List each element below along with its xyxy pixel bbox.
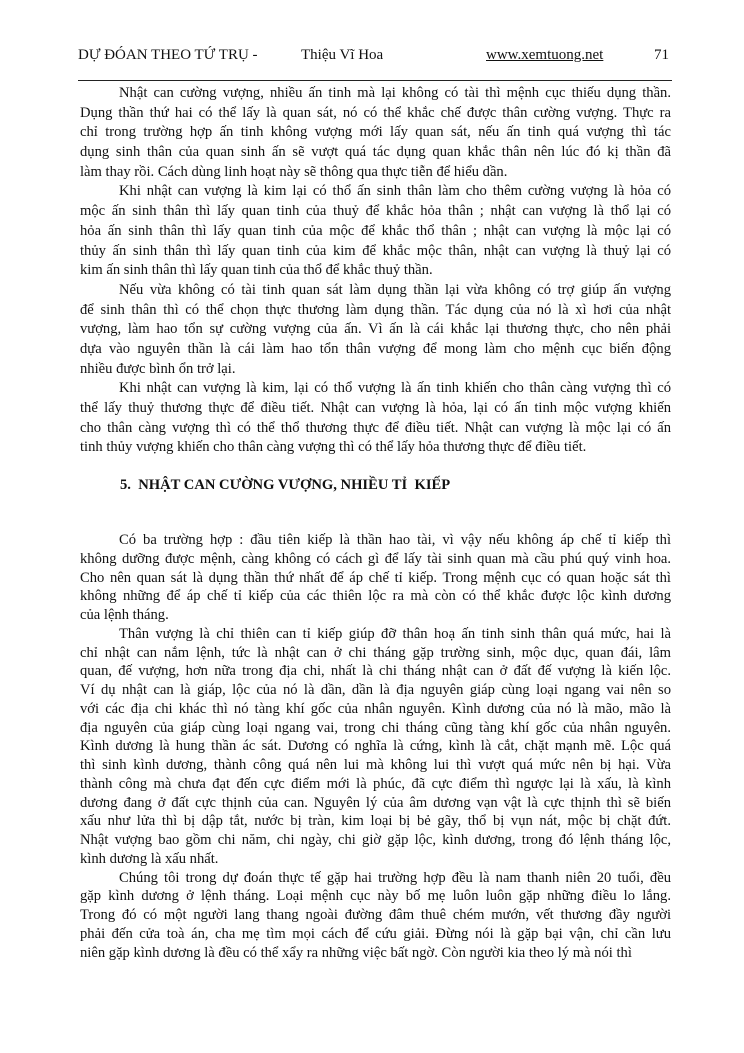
text-line: cho thân càng vượng thì có thể thổ thương thực để điều tiết. Nhật can vượng là mộc lại có ấn — [80, 419, 671, 436]
paragraph — [80, 182, 671, 280]
text-line: không những để áp chế tỉ kiếp của các thiên lộc ra mà còn có thể khắc được lộc kình dương — [80, 588, 671, 605]
section-5-body — [80, 531, 671, 962]
paragraph — [80, 625, 671, 869]
text-line: dương đang ở đất cực thịnh của can. Nguyên lý của âm dương vạn vật là cực thịnh thì sẽ biến — [80, 794, 671, 811]
text-line: thể lấy thuỷ thương thực để điều tiết. Nhật can vượng là hỏa, lại có ấn tinh mộc vượng khiến — [80, 400, 671, 416]
text-line: gặp kình dương ở lệnh tháng. Loại mệnh cục này bố mẹ luôn luôn gặp những điều lo lắng. — [80, 888, 671, 905]
text-line: dựa vào nguyên thần là cái làm hao tổn thân vượng để mong làm cho mệnh cục biến động — [80, 340, 671, 357]
text-line: chỉ trong trường hợp ấn tinh không vượng mới lấy quan sát, nếu ấn tinh quá vượng thì tác — [80, 124, 671, 141]
text-line: với các địa chi khác thì nó tàng khí gốc của nhân nguyên. Kình dương của nó là mão, mão là — [80, 700, 671, 717]
header-divider — [78, 80, 672, 81]
text-line: thành công mà chưa đạt đến cực điểm mới là phúc, đã cực điểm thì ngược lại là xấu, là kình — [80, 775, 671, 792]
paragraph — [80, 531, 671, 625]
paragraph — [80, 869, 671, 963]
text-line: Dụng thần thứ hai có thể lấy là quan sát, nó có thể khắc chế được thân cường vượng. Thực ra — [80, 104, 671, 121]
paragraph — [80, 379, 671, 458]
text-line: Khi nhật can vượng là kim lại có thổ ấn sinh thân làm cho thêm cường vượng là hỏa có — [119, 183, 671, 200]
text-line: kim ấn sinh thân thì lấy quan tinh của thổ để khắc thuỷ thần. — [80, 262, 433, 279]
text-line: địa nguyên của giáp cùng loại ngang vai, trong chi tháng cũng tàng khí gốc của nhân nguyên. — [80, 719, 671, 736]
text-line: hỏa ấn sinh thân thì lấy quan tinh của mộc để khắc thổ thân ; nhật can vượng là mộc lại có — [80, 222, 671, 239]
text-line: thủy ấn sinh thân thì lấy quan tinh của kim để khắc mộc thân, nhật can vượng là thuỷ lại có — [80, 242, 671, 259]
website-link[interactable]: www.xemtuong.net — [486, 47, 604, 63]
paragraph — [80, 84, 671, 182]
text-line: Khi nhật can vượng là kim, lại có thổ vượng là ấn tinh khiến cho thân càng vượng thì có — [119, 380, 671, 397]
text-line: Cho nên quan sát là dụng thần thứ nhất để áp chế tỉ kiếp. Trong mệnh cục có quan hoặc sát thì — [80, 569, 671, 586]
text-line: Ví dụ nhật can là giáp, lộc của nó là dần, dần là địa nguyên giáp cùng loại ngang vai nên so — [80, 682, 671, 698]
author: Thiệu Vĩ Hoa — [301, 47, 384, 63]
text-line: dụng sinh thân của quan sinh ấn sẽ vượt quá tác dụng quan khắc thân nên lúc đó kị thần đã — [80, 144, 671, 161]
text-line: phải đến cửa toà án, cha mẹ tìm mọi cách để cứu giải. Đừng nói là gặp bại vận, chỉ cần lưu — [80, 925, 671, 942]
text-line: Nhật can cường vượng, nhiều ấn tinh mà lại không có tài thì mệnh cục thiếu dụng thần. — [119, 85, 671, 101]
text-line: Nhật vượng bao gồm chi năm, chi ngày, chi giờ gặp lộc, kình dương, trong đó lệnh tháng lộc, — [80, 832, 671, 848]
text-line: không dưỡng được mệnh, càng không có cách gì để lấy tài sinh quan mà cầu phú quý vinh hoa. — [80, 550, 671, 567]
text-line: Chúng tôi trong dự đoán thực tế gặp hai trường hợp đều là nam thanh niên 20 tuổi, đều — [119, 869, 671, 886]
text-line: để sinh thân thì có thể chọn thực thương làm dụng thần. Tác dụng của nó là xì hơi của nhật — [80, 301, 671, 318]
text-line: của lệnh tháng. — [80, 607, 169, 623]
paragraph — [80, 281, 671, 379]
text-line: quan, đế vượng, hơn nữa trong địa chi, nhất là chi tháng nhật can ở đất đế vượng là kiến lộc. — [80, 663, 671, 680]
text-line: Kình dương là hung thần ác sát. Dương có nghĩa là cứng, kình là cắt, chặt mạnh mẽ. Lộc quá — [80, 738, 671, 755]
book-title: DỰ ĐÓAN THEO TỨ TRỤ - — [78, 47, 258, 63]
text-line: Trong đó có một người lang thang ngoài đường đâm thuê chém mướn, vết thương đầy người — [80, 907, 671, 923]
text-line: chỉ nhật can nắm lệnh, tức là nhật can ở chi tháng gặp trường sinh, mộc dục, quan đái, lâm — [80, 644, 671, 661]
text-line: xấu như lửa thì bị dập tắt, nước bị tràn, kim loại bị bẻ gãy, thổ bị vụn nát, mộc bị chặt đứt. — [80, 813, 671, 830]
section-heading: 5. NHẬT CAN CƯỜNG VƯỢNG, NHIỀU TỈ KIẾP — [120, 477, 451, 493]
text-line: mộc ấn sinh thân thì lấy quan tinh của thuỷ để khắc hỏa thân ; nhật can vượng là thổ lại có — [80, 203, 671, 220]
text-line: Có ba trường hợp : đầu tiên kiếp là thần hao tài, vì vậy nếu không áp chế tỉ kiếp thì — [119, 532, 671, 548]
text-line: kình dương là xấu nhất. — [80, 850, 219, 867]
text-line: vượng, làm hao tổn sự cường vượng của ấn. Vì ấn là cái khắc lại thương thực, cho nên phải — [80, 321, 671, 338]
text-line: tinh thủy vượng khiến cho thân càng vượng thì có thể lấy hỏa thương thực để điều tiết. — [80, 439, 587, 456]
text-line: làm thay rồi. Cách dùng linh hoạt này sẽ thông qua thực tiễn để hiểu dần. — [80, 163, 508, 180]
text-line: Nếu vừa không có tài tinh quan sát làm dụng thần lại vừa không có trợ giúp ấn vượng — [119, 281, 671, 298]
text-line: niên gặp kình dương là đều có thể xẩy ra những việc bất ngờ. Còn người kia theo lý mà nói thì — [80, 944, 632, 961]
text-line: thì sinh kình dương, thành công quá nên lui mà không lui thì vượt quá mức nên bị hại. Vừa — [80, 757, 671, 773]
body-text-before-section — [80, 84, 671, 458]
text-line: Thân vượng là chỉ thiên can tỉ kiếp giúp đỡ thân hoạ ấn tinh sinh thân quá mức, hai là — [119, 625, 671, 642]
page-number: 71 — [654, 47, 669, 63]
text-line: nhiều được bình ổn trở lại. — [80, 360, 236, 377]
